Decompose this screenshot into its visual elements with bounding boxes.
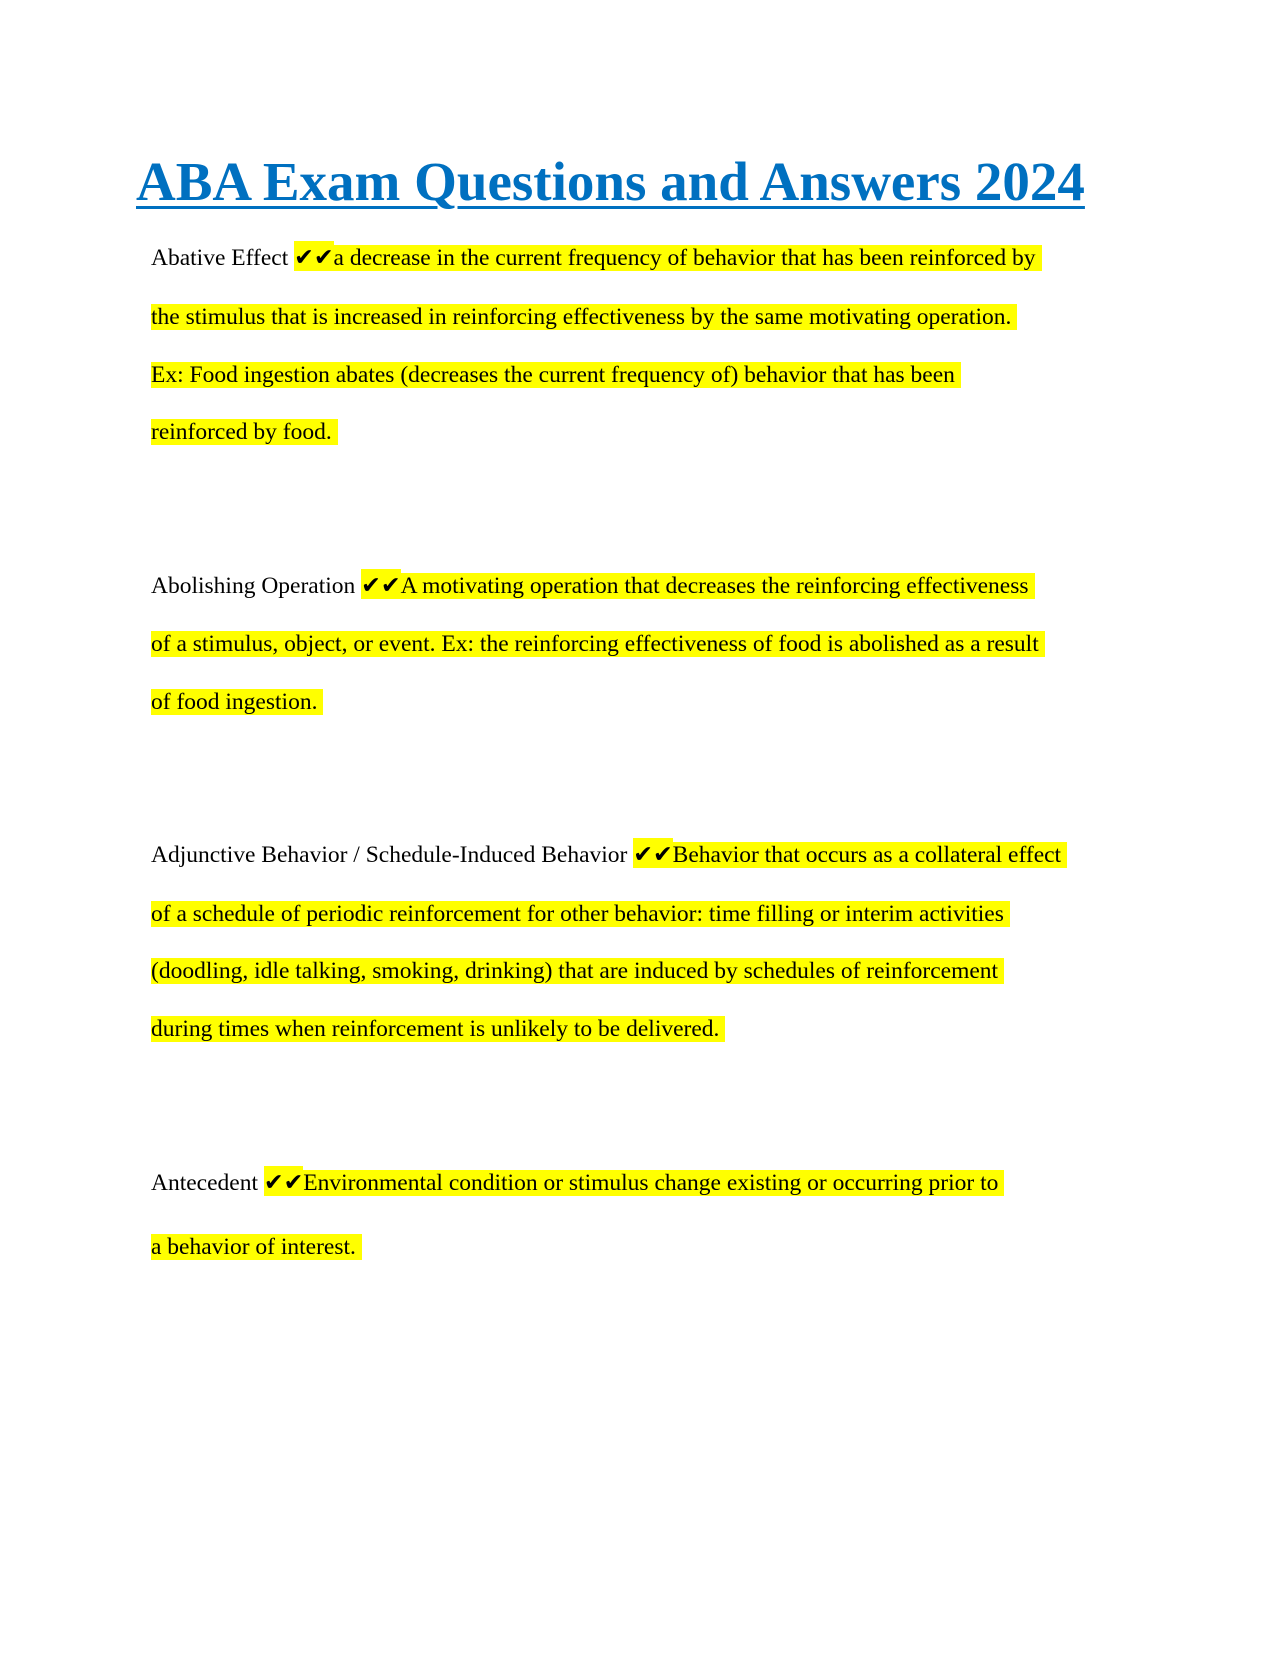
definition-line: A motivating operation that decreases the reinforcing effectiveness <box>401 573 1035 599</box>
definition-line: a behavior of interest. <box>151 1234 362 1260</box>
definition-line: (doodling, idle talking, smoking, drinking) that are induced by schedules of reinforcement <box>151 958 1004 984</box>
entry-abolishing-operation <box>151 572 1035 600</box>
definition-line: of a stimulus, object, or event. Ex: the reinforcing effectiveness of food is abolished as a result <box>151 631 1045 657</box>
definition-line: of a schedule of periodic reinforcement for other behavior: time filling or interim activities <box>151 901 1010 927</box>
definition-line: Behavior that occurs as a collateral effect <box>673 842 1067 868</box>
entry-adjunctive-behavior <box>151 841 1067 869</box>
term: Abolishing Operation <box>151 573 362 599</box>
entry-antecedent <box>151 1169 1004 1197</box>
definition-line: Ex: Food ingestion abates (decreases the current frequency of) behavior that has been <box>151 362 961 388</box>
definition-line: during times when reinforcement is unlikely to be delivered. <box>151 1016 725 1042</box>
term: Adjunctive Behavior / Schedule-Induced Behavior <box>151 842 634 868</box>
entry-abative-effect <box>151 244 1042 272</box>
definition-line: the stimulus that is increased in reinforcing effectiveness by the same motivating operation. <box>151 304 1017 330</box>
definition-line: Environmental condition or stimulus change existing or occurring prior to <box>303 1170 1004 1196</box>
definition-line: a decrease in the current frequency of behavior that has been reinforced by <box>334 245 1042 271</box>
term: Abative Effect <box>151 245 295 271</box>
check-icon: ✔✔ <box>361 569 400 599</box>
document-title: ABA Exam Questions and Answers 2024 <box>136 151 1085 212</box>
check-icon: ✔✔ <box>633 838 672 868</box>
term: Antecedent <box>151 1170 264 1196</box>
check-icon: ✔✔ <box>294 241 333 271</box>
check-icon: ✔✔ <box>264 1166 303 1196</box>
definition-line: of food ingestion. <box>151 689 323 715</box>
definition-line: reinforced by food. <box>151 419 338 445</box>
